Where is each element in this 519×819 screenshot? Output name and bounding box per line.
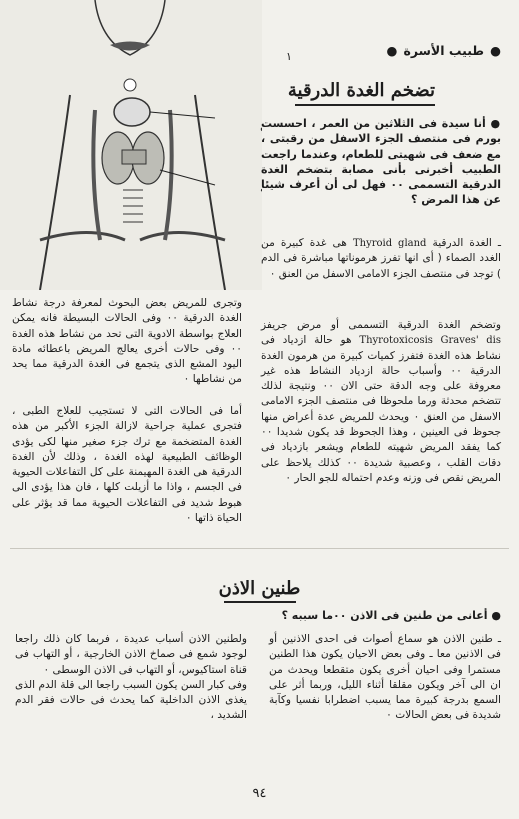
section-divider: [10, 548, 509, 549]
term-graves: Thyrotoxicosis Graves' dis: [359, 335, 501, 347]
question-bullet-icon: ●: [485, 117, 501, 130]
section-bullet-icon: ●: [490, 43, 501, 58]
article1-question: ● أنا سيدة فى الثلاثين من العمر ، احسست بورم فى منتصف الجزء الاسفل من رقبتى ، مع ضعف فى شهيتى للطعام، وعندما راجعت الطبيب أخبرنى بأنى مصابة بتضخم الغدة الدرقية التسممى ٠٠ فهل لى أن أعرف شيئا عن هذا المرض ؟: [261, 117, 502, 207]
term-thyroid-gland: Thyroid gland: [352, 238, 427, 249]
article1-paragraph-4: أما فى الحالات التى لا تستجيب للعلاج الطبى ، فتجرى عملية جراحية لازالة الجزء الأكبر من هذه الغدة المتضخمة مع ترك جزء صغير منها لكى يؤدى الوظائف الطبيعية لهذه الغدة ، وذلك لأن الغدة الدرقية هى الغدة المهيمنة على كل التفاعلات الحيوية فى الجسم ، واذا ما أزيلت كلها ، فان هذا يؤدى الى هبوط شديد فى التفاعلات الحيوية مما قد يؤثر على الحياة ذاتها ٠: [12, 405, 242, 525]
page-mark: ١: [286, 50, 292, 63]
title-underline: [295, 104, 435, 106]
article2-paragraph-right: ـ طنين الاذن هو سماع أصوات فى احدى الاذنين أو فى الاذنين معا ـ وفى بعض الاحيان يكون هذا الطنين مستمرا وفى احيان أخرى يكون متقطعا ويحدث من ان الى آخر ويكون مقلقا أثناء الليل، وربما أثر على السمع بدرجة كبيرة مما يسبب اضطرابا نفسيا وكآبة شديدة فى بعض الحالات ٠: [269, 633, 501, 722]
title-underline: [224, 601, 296, 603]
article1-paragraph-1: ـ الغدة الدرقية Thyroid gland هى غدة كبيرة من الغدد الصماء ( أى انها تفرز هرموناتها مباشرة فى الدم ) توجد فى منتصف الجزء الامامى الاسفل من العنق ٠: [261, 237, 501, 280]
article2-paragraph-left: ولطنين الاذن أسباب عديدة ، فربما كان ذلك راجعا لوجود شمع فى صماخ الاذن الخارجية ، أو التهاب فى قناة استاكيوس، أو التهاب فى الاذن الوسطى ٠ وفى كبار السن يكون السبب راجعا الى قلة الدم الذى يغذى الاذن الداخلية كما يحدث فى حالات فقر الدم الشديد ،: [15, 633, 247, 722]
section-bullet-icon: ●: [386, 43, 398, 58]
article1-title: تضخم الغدة الدرقية: [287, 80, 435, 101]
article2-question: ● أعانى من طنين فى الاذن ٠٠ما سببه ؟: [281, 609, 501, 622]
section-label: ● طبيب الأسرة ●: [386, 43, 501, 58]
neck-anatomy-drawing: [0, 0, 262, 290]
page-number: ٩٤: [252, 786, 267, 801]
article1-paragraph-3: وتجرى للمريض بعض البحوث لمعرفة درجة نشاط الغدة الدرقية ٠٠ وفى الحالات البسيطة فانه يمكن العلاج بواسطة الادوية التى تحد من نشاط هذه الغدة ٠٠ وفى حالات أخرى يعالج المريض باعطائه مادة اليود المشع الذى يتجمع فى الغدة الدرقية مما يحد من نشاطها ٠: [12, 297, 242, 386]
question-bullet-icon: ●: [487, 609, 501, 622]
thyroid-illustration: [0, 0, 262, 290]
article2-title: طنين الاذن: [218, 578, 301, 599]
article1-paragraph-2: وتضخم الغدة الدرقية التسممى أو مرض جريفز Thyrotoxicosis Graves' dis هو حالة ازدياد فى نشاط هذه الغدة فتفرز كميات كبيرة من هرمون الغدة الدرقية ٠٠ وأسباب حالة ازدياد النشاط هذه غير معروفة على وجه الدقة حتى الان ٠٠ ونتيجة لذلك تتضخم محدثة ورما ملحوظا فى منتصف الجزء الامامى الاسفل من العنق ٠ ويحدث للمريض عدة أعراض منها جحوظ فى العينين ، وهذا الجحوظ قد يكون شديدا ٠٠ كما يفقد المريض شهيته للطعام ويشعر بازدياد فى دقات القلب ، وعصبية شديدة ٠٠ كذلك يلاحظ على المريض نقص فى وزنه وعدم احتماله للجو الحار ٠: [261, 319, 501, 484]
